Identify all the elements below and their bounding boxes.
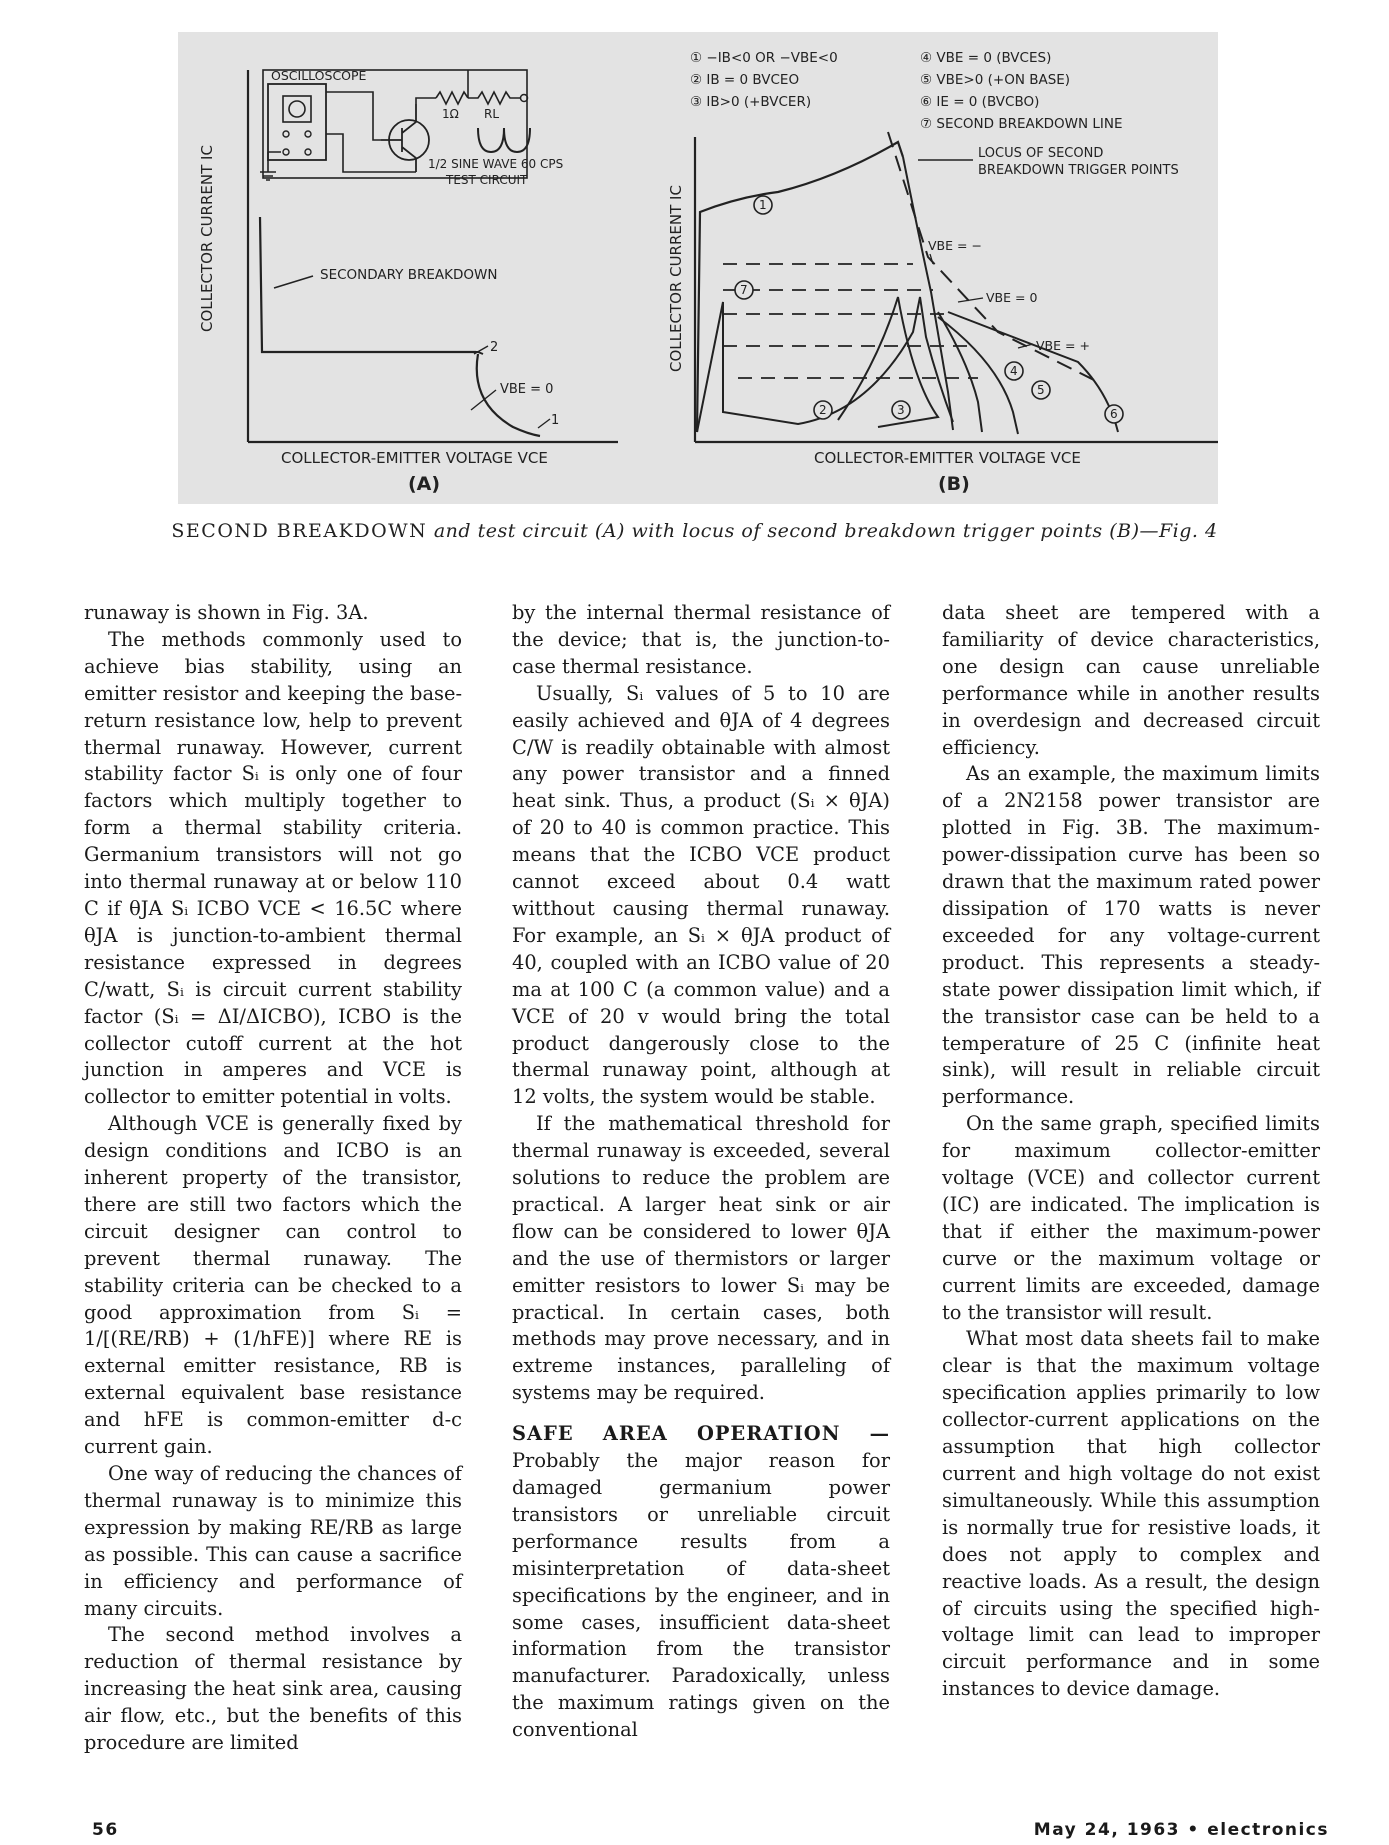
curve-1-tail <box>903 157 953 430</box>
circuit-wire <box>416 98 436 104</box>
legend-item-4: ④ VBE = 0 (BVCES) <box>920 50 1052 66</box>
page-number: 56 <box>92 1820 119 1840</box>
paragraph: Although VCE is generally fixed by design conditions and ICBO is an inherent property of the transistor, there are still two factors which the circuit designer can control to prevent thermal runaway. The stability criteria can be checked to a good approximation from Sᵢ = 1/[(RE/RB) + (1/hFE)] where RE is external emitter resistance, RB is external equivalent base resistance and hFE is common-emitter d-c current gain. <box>84 1112 462 1459</box>
resistor-load <box>468 92 520 104</box>
panel-a-x-label: COLLECTOR-EMITTER VOLTAGE VCE <box>281 449 548 467</box>
panel-b-title: (B) <box>938 473 970 495</box>
panel-a-breakdown-label: SECONDARY BREAKDOWN <box>320 267 498 283</box>
svg-text:7: 7 <box>740 283 748 297</box>
figure-4-drawing <box>178 32 1218 504</box>
paragraph: As an example, the maximum limits of a 2N2158 power transistor are plotted in Fig. 3B. The maximum-power-dissipation curve has been so drawn that the maximum rated power dissipation of 170 watts is never exceeded for any voltage-current product. This represents a steady-state power dissipation limit which, if the transistor case can be held to a temperature of 25 C (infinite heat sink), will result in reliable circuit performance. <box>942 762 1320 1109</box>
column-2 <box>512 600 890 1744</box>
legend-item-1: ① −IB<0 OR −VBE<0 <box>690 50 838 66</box>
svg-text:6: 6 <box>1110 407 1118 421</box>
paragraph: Usually, Sᵢ values of 5 to 10 are easily achieved and θJA of 4 degrees C/W is readily obtainable with almost any power transistor and a finned heat sink. Thus, a product (Sᵢ × θJA) of 20 to 40 is common practice. This means that the ICBO VCE product cannot exceed about 0.4 watt witthout causing thermal runaway. For example, an Sᵢ × θJA product of 40, coupled with an ICBO value of 20 ma at 100 C (a common value) and a VCE of 20 v would bring the total product dangerously close to the thermal runaway point, although at 12 volts, the system would be stable. <box>512 681 890 1109</box>
paragraph: On the same graph, specified limits for maximum collector-emitter voltage (VCE) and collector current (IC) are indicated. The implication is that if either the maximum-power curve or the maximum voltage or current limits are exceeded, damage to the transistor will result. <box>942 1112 1320 1324</box>
figure-4 <box>178 32 1218 504</box>
paragraph: If the mathematical threshold for thermal runaway is exceeded, several solutions to reduce the problem are practical. A larger heat sink or air flow can be considered to lower θJA and the use of thermistors or larger emitter resistors to lower Sᵢ may be practical. In certain cases, both methods may prove necessary, and in extreme instances, paralleling of systems may be required. <box>512 1112 890 1405</box>
test-circuit-label: TEST CIRCUIT <box>446 173 528 187</box>
marker-2 <box>814 401 832 419</box>
caption-rest: and test circuit (A) with locus of second breakdown trigger points (B)—Fig. 4 <box>433 520 1218 542</box>
vbe-plus-label: VBE = + <box>1036 338 1090 353</box>
marker-7 <box>735 281 753 299</box>
panel-a-vbe-leader <box>471 390 496 410</box>
locus-label-1: LOCUS OF SECOND <box>978 146 1104 161</box>
panel-a-y-label: COLLECTOR CURRENT IC <box>198 145 216 332</box>
section-heading: SAFE AREA OPERATION — <box>512 1422 890 1446</box>
resistor-1ohm-label: 1Ω <box>442 107 459 121</box>
marker-5 <box>1032 381 1050 399</box>
panel-b-x-label: COLLECTOR-EMITTER VOLTAGE VCE <box>814 449 1081 467</box>
column-3 <box>942 600 1320 1703</box>
vbe-minus-label: VBE = − <box>928 238 982 253</box>
locus-label-2: BREAKDOWN TRIGGER POINTS <box>978 163 1179 178</box>
vbe-zero-label: VBE = 0 <box>986 290 1038 305</box>
figure-caption <box>0 520 1389 542</box>
sine-label: 1/2 SINE WAVE 60 CPS <box>428 157 564 171</box>
column-1 <box>84 600 462 1757</box>
panel-a-curve-upper <box>260 217 476 352</box>
panel-b-y-label: COLLECTOR CURRENT IC <box>667 185 685 372</box>
panel-a-vbe-label: VBE = 0 <box>500 382 554 397</box>
circuit-wire <box>326 92 381 140</box>
legend-item-5: ⑤ VBE>0 (+ON BASE) <box>920 72 1071 88</box>
vbe-zero-leader <box>958 298 983 302</box>
marker-3 <box>892 401 910 419</box>
paragraph: The second method involves a reduction of thermal resistance by increasing the heat sink area, causing air flow, etc., but the benefits of this procedure are limited <box>84 1623 462 1755</box>
legend-item-6: ⑥ IE = 0 (BVCBO) <box>920 94 1040 110</box>
running-footer: May 24, 1963 • electronics <box>1033 1820 1329 1840</box>
panel-a-point-1-leader <box>538 419 550 428</box>
curve-1 <box>697 142 903 432</box>
marker-4 <box>1005 362 1023 380</box>
paragraph: by the internal thermal resistance of the device; that is, the junction-to-case thermal resistance. <box>512 601 890 678</box>
panel-a-dashed-line <box>478 352 483 354</box>
legend-item-2: ② IB = 0 BVCEO <box>690 72 800 88</box>
paragraph: The methods commonly used to achieve bias stability, using an emitter resistor and keeping the base-return resistance low, help to prevent thermal runaway. However, current stability factor Sᵢ is only one of four factors which multiply together to form a thermal stability criteria. Germanium transistors will not go into thermal runaway at or below 110 C if θJA Sᵢ ICBO VCE < 16.5C where θJA is junction-to-ambient thermal resistance expressed in degrees C/watt, Sᵢ is circuit current stability factor (Sᵢ = ΔI/ΔICBO), ICBO is the collector cutoff current at the hot junction in amperes and VCE is collector to emitter potential in volts. <box>84 627 462 1109</box>
resistor-load-label: RL <box>484 107 500 121</box>
svg-text:3: 3 <box>897 403 905 417</box>
caption-lead: SECOND BREAKDOWN <box>171 520 428 542</box>
marker-6 <box>1105 405 1123 423</box>
section-text: Probably the major reason for damaged germanium power transistors or unreliable circuit performance results from a misinterpretation of data-sheet specifications by the engineer, and in some cases, insufficient data-sheet information from the transistor manufacturer. Paradoxically, unless the maximum ratings given on the conventional <box>512 1449 890 1742</box>
panel-a-title: (A) <box>408 473 441 495</box>
svg-text:1: 1 <box>759 198 767 212</box>
legend-item-7: ⑦ SECOND BREAKDOWN LINE <box>920 116 1123 132</box>
paragraph: What most data sheets fail to make clear is that the maximum voltage specification applies primarily to low collector-current applications on the assumption that high collector current and high voltage do not exist simultaneously. While this assumption is normally true for resistive loads, it does not apply to complex and reactive loads. As a result, the design of circuits using the specified high-voltage limit can lead to improper circuit performance and in some instances to device damage. <box>942 1327 1320 1701</box>
panel-a <box>198 68 618 495</box>
oscilloscope-label: OSCILLOSCOPE <box>271 68 367 83</box>
panel-b <box>667 50 1218 495</box>
panel-a-point-1: 1 <box>551 413 560 428</box>
section-paragraph <box>512 1421 890 1744</box>
paragraph: runaway is shown in Fig. 3A. <box>84 601 369 624</box>
vbe-plus-leader <box>1018 344 1033 348</box>
half-sine-wave <box>478 128 530 152</box>
paragraph: One way of reducing the chances of thermal runaway is to minimize this expression by making RE/RB as large as possible. This can cause a sacrifice in efficiency and performance of many circuits. <box>84 1462 462 1620</box>
panel-a-breakdown-leader <box>274 276 313 288</box>
transistor-leads <box>381 104 416 172</box>
resistor-1ohm <box>436 92 468 104</box>
curve-6 <box>948 312 1118 432</box>
paragraph: data sheet are tempered with a familiarity of device characteristics, one design can cause unreliable performance while in another results in overdesign and decreased circuit efficiency. <box>942 601 1320 759</box>
svg-text:2: 2 <box>819 403 827 417</box>
svg-text:4: 4 <box>1010 364 1018 378</box>
panel-a-point-2: 2 <box>490 340 499 355</box>
legend-item-3: ③ IB>0 (+BVCER) <box>690 94 812 110</box>
svg-text:5: 5 <box>1037 383 1045 397</box>
marker-1 <box>754 196 772 214</box>
